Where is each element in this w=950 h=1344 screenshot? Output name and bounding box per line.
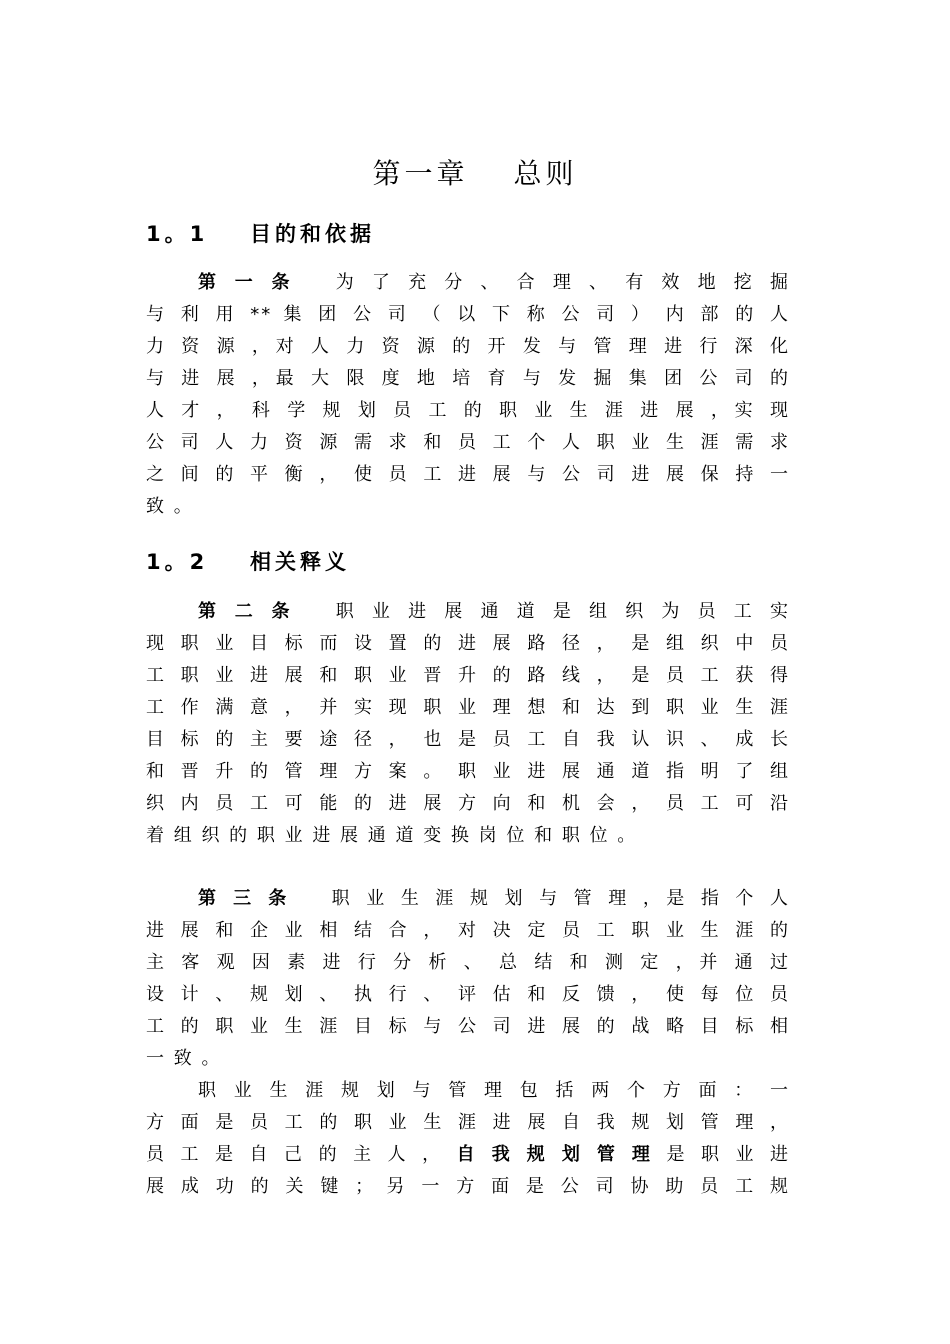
section-number: 1。1 (146, 222, 209, 246)
chapter-title: 第一章 总则 (372, 157, 578, 190)
paragraph-4 (146, 1075, 790, 1203)
paragraph-line: 织 内 员 工 可 能 的 进 展 方 向 和 机 会 ， 员 工 可 沿 (146, 793, 790, 814)
article-2 (146, 596, 790, 852)
paragraph-line: 工 的 职 业 生 涯 目 标 与 公 司 进 展 的 战 略 目 标 相 (146, 1016, 790, 1037)
paragraph-line: 一 致 。 (146, 1048, 222, 1069)
paragraph-line: 力 资 源 ，对 人 力 资 源 的 开 发 与 管 理 进 行 深 化 (146, 336, 790, 357)
article-1 (146, 267, 790, 523)
paragraph-line: 致 。 (146, 496, 194, 517)
paragraph-line: 第 一 条 为 了 充 分 、 合 理 、 有 效 地 挖 掘 (198, 272, 790, 293)
section-number: 1。2 (146, 550, 209, 574)
paragraph-line: 展 成 功 的 关 键 ； 另 一 方 面 是 公 司 协 助 员 工 规 (146, 1176, 790, 1197)
paragraph-line: 现 职 业 目 标 而 设 置 的 进 展 路 径 ， 是 组 织 中 员 (146, 633, 790, 654)
section-heading-1-1 (146, 218, 375, 248)
paragraph-line: 第 三 条 职 业 生 涯 规 划 与 管 理 ，是 指 个 人 (198, 888, 790, 909)
paragraph-line: 工 作 满 意 ， 并 实 现 职 业 理 想 和 达 到 职 业 生 涯 (146, 697, 790, 718)
article-label: 第 二 条 (198, 601, 296, 622)
section-title: 相关释义 (250, 550, 350, 574)
paragraph-line: 第 二 条 职 业 进 展 通 道 是 组 织 为 员 工 实 (198, 601, 790, 622)
paragraph-line: 目 标 的 主 要 途 径 ， 也 是 员 工 自 我 认 识 、 成 长 (146, 729, 790, 750)
paragraph-line: 进 展 和 企 业 相 结 合 ， 对 决 定 员 工 职 业 生 涯 的 (146, 920, 790, 941)
section-heading-1-2 (146, 546, 350, 576)
paragraph-line: 设 计 、 规 划 、 执 行 、 评 估 和 反 馈 ， 使 每 位 员 (146, 984, 790, 1005)
article-label: 第 三 条 (198, 888, 292, 909)
bold-term: 自 我 规 划 管 理 (456, 1144, 656, 1165)
paragraph-line: 公 司 人 力 资 源 需 求 和 员 工 个 人 职 业 生 涯 需 求 (146, 432, 790, 453)
paragraph-line: 员 工 是 自 己 的 主 人 ， 自 我 规 划 管 理 是 职 业 进 (146, 1144, 791, 1165)
section-title: 目的和依据 (250, 222, 375, 246)
paragraph-line: 主 客 观 因 素 进 行 分 析 、 总 结 和 测 定 ，并 通 过 (146, 952, 790, 973)
article-3 (146, 883, 790, 1075)
paragraph-line: 着 组 织 的 职 业 进 展 通 道 变 换 岗 位 和 职 位 。 (146, 825, 638, 846)
paragraph-line: 方 面 是 员 工 的 职 业 生 涯 进 展 自 我 规 划 管 理 ， (146, 1112, 790, 1133)
paragraph-line: 工 职 业 进 展 和 职 业 晋 升 的 路 线 ， 是 员 工 获 得 (146, 665, 790, 686)
paragraph-line: 与 利 用 ** 集 团 公 司 （ 以 下 称 公 司 ） 内 部 的 人 (146, 304, 790, 325)
paragraph-line: 与 进 展 ，最 大 限 度 地 培 育 与 发 掘 集 团 公 司 的 (146, 368, 790, 389)
paragraph-line: 和 晋 升 的 管 理 方 案 。 职 业 进 展 通 道 指 明 了 组 (146, 761, 790, 782)
paragraph-line: 之 间 的 平 衡 ， 使 员 工 进 展 与 公 司 进 展 保 持 一 (146, 464, 790, 485)
paragraph-line: 职 业 生 涯 规 划 与 管 理 包 括 两 个 方 面 ： 一 (198, 1080, 790, 1101)
paragraph-line: 人 才 ， 科 学 规 划 员 工 的 职 业 生 涯 进 展 ，实 现 (146, 400, 790, 421)
article-label: 第 一 条 (198, 272, 296, 293)
